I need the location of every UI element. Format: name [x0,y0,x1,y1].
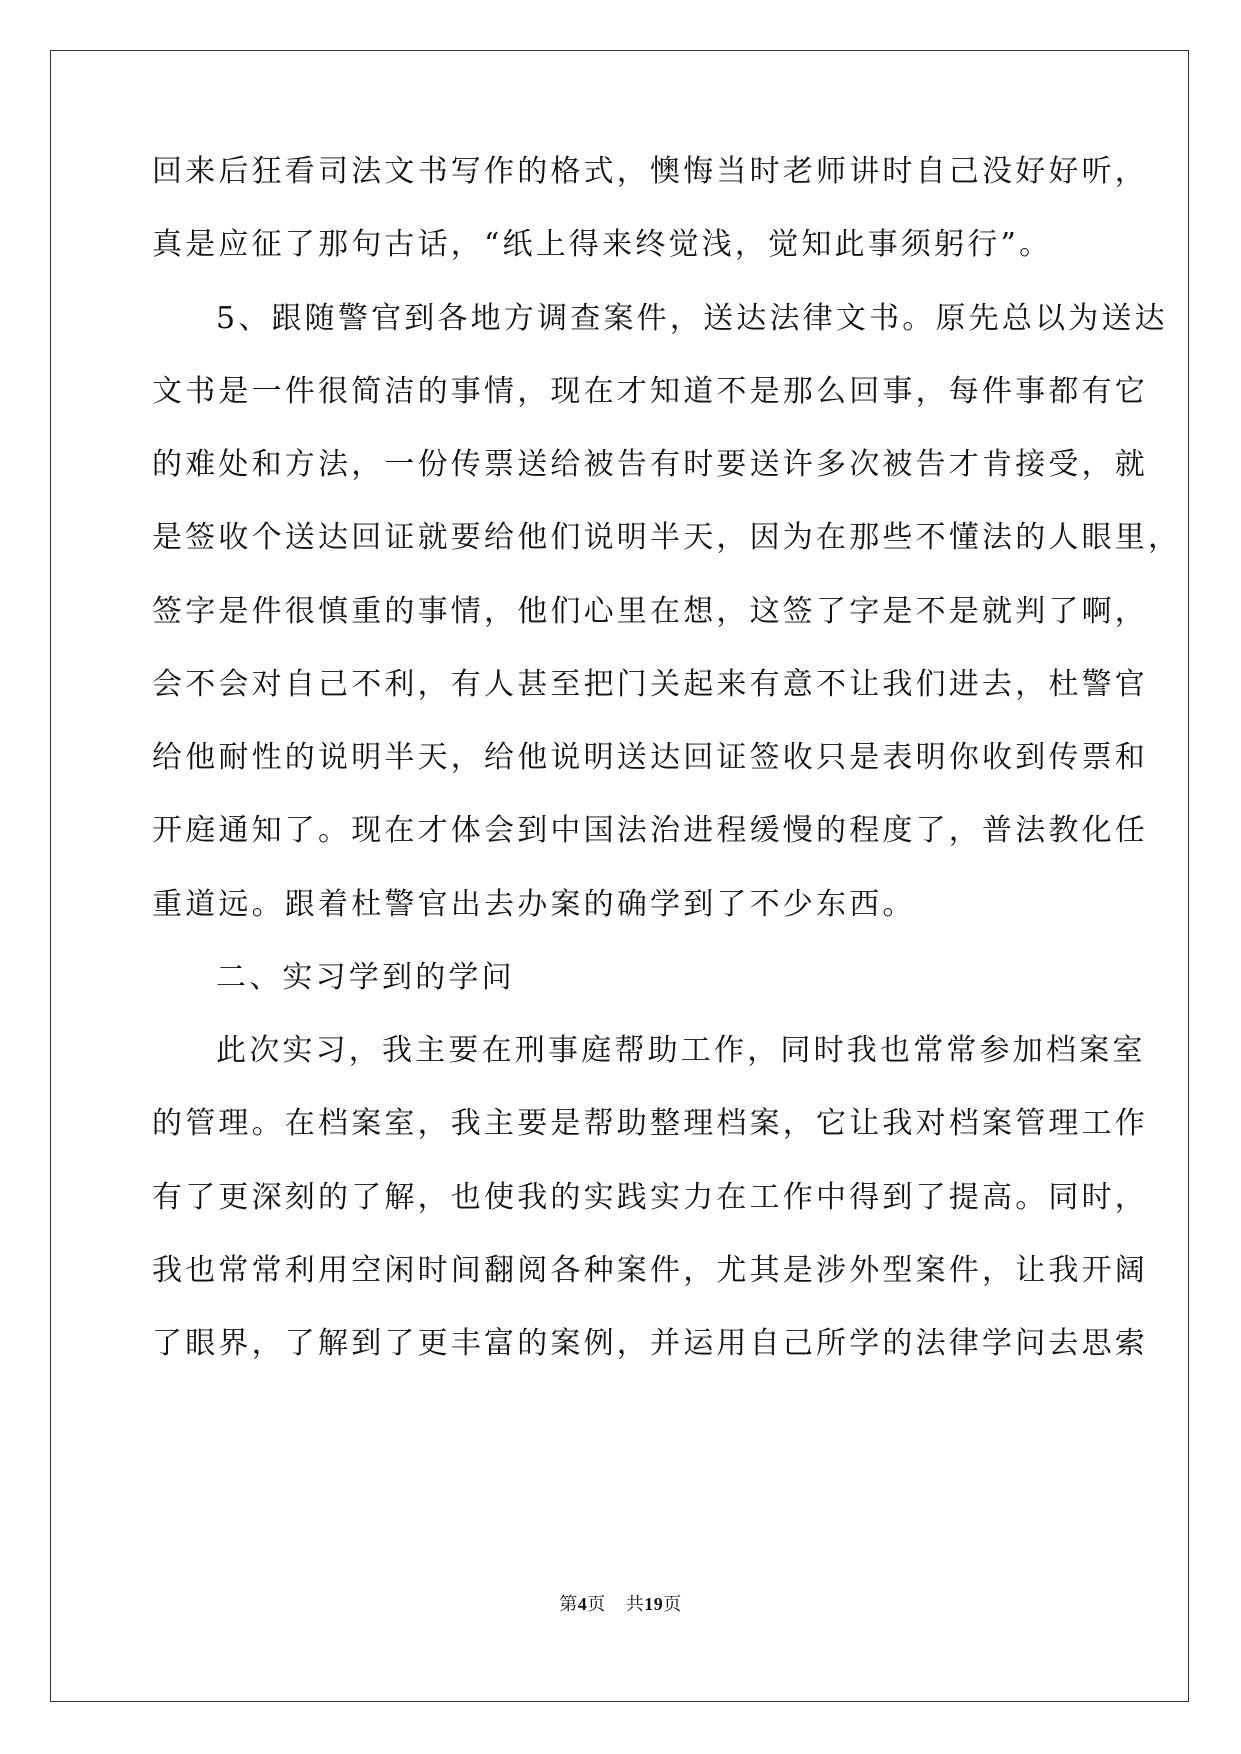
body-line-10: 开庭通知了。现在才体会到中国法治进程缓慢的程度了，普法教化任 [152,813,1148,848]
body-line-6: 是签收个送达回证就要给他们说明半天，因为在那些不懂法的人眼里， [152,520,1182,555]
page-prefix: 第 [559,1594,578,1615]
total-suffix: 页 [663,1594,682,1615]
body-line-7: 签字是件很慎重的事情，他们心里在想，这签了字是不是就判了啊， [152,594,1148,629]
page-border [50,50,1189,1702]
section-heading: 二、实习学到的学问 [216,960,515,995]
body-line-15: 有了更深刻的了解，也使我的实践实力在工作中得到了提高。同时， [152,1180,1148,1215]
body-line-4: 文书是一件很简洁的事情，现在才知道不是那么回事，每件事都有它 [152,374,1148,409]
body-line-8: 会不会对自己不利，有人甚至把门关起来有意不让我们进去，杜警官 [152,667,1148,702]
total-pages: 19 [644,1594,664,1614]
page-suffix: 页 [587,1594,606,1615]
body-line-13: 此次实习，我主要在刑事庭帮助工作，同时我也常常参加档案室 [216,1033,1146,1068]
body-line-3: 5、跟随警官到各地方调查案件，送达法律文书。原先总以为送达 [216,301,1168,336]
body-line-16: 我也常常利用空闲时间翻阅各种案件，尤其是涉外型案件，让我开阔 [152,1253,1148,1288]
body-line-5: 的难处和方法，一份传票送给被告有时要送许多次被告才肯接受，就 [152,447,1148,482]
page-footer [0,1592,1241,1617]
body-line-2: 真是应征了那句古话，“纸上得来终觉浅，觉知此事须躬行”。 [152,227,1053,262]
page-number: 4 [577,1594,588,1614]
body-line-17: 了眼界，了解到了更丰富的案例，并运用自己所学的法律学问去思索 [152,1326,1148,1361]
body-line-11: 重道远。跟着杜警官出去办案的确学到了不少东西。 [152,887,916,922]
total-prefix: 共 [625,1594,645,1615]
body-line-1: 回来后狂看司法文书写作的格式，懊悔当时老师讲时自己没好好听， [152,154,1148,189]
body-line-9: 给他耐性的说明半天，给他说明送达回证签收只是表明你收到传票和 [152,740,1148,775]
body-line-14: 的管理。在档案室，我主要是帮助整理档案，它让我对档案管理工作 [152,1106,1148,1141]
